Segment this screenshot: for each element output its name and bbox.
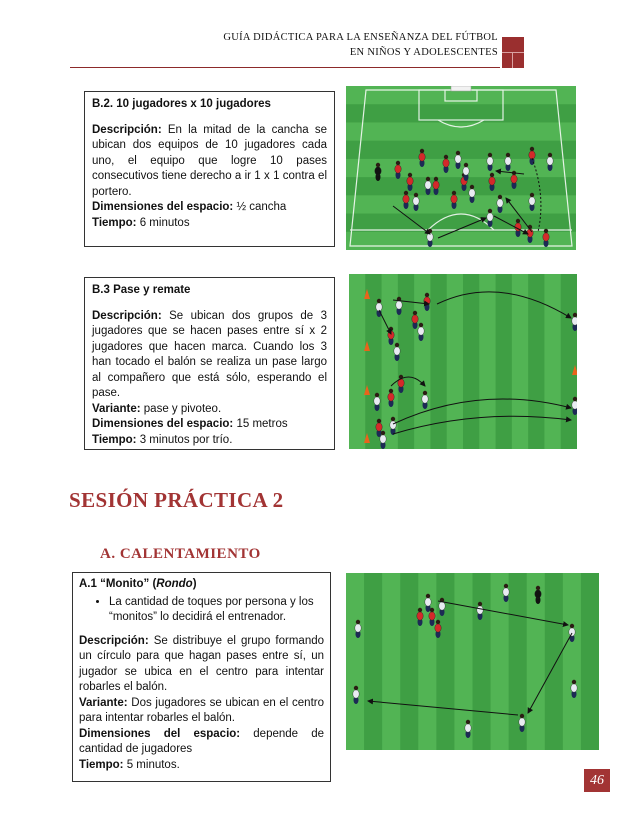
grass-stripe [581,573,599,750]
exercise-a1-description: Descripción: Se distribuye el grupo formando un círculo para que hagan pases entre sí, un jugador se ubica en el centro para intentar robarles el balón. [79,634,325,693]
header-emblem-icon [502,37,524,68]
grass-stripe [346,122,576,141]
exercise-a1-title: A.1 “Monito” (Rondo) [79,578,197,590]
grass-stripe [382,573,401,750]
exercise-a1-bullets [79,595,324,626]
session-title: SESIÓN PRÁCTICA 2 [69,488,284,512]
grass-stripe [544,274,561,449]
grass-stripe [454,573,473,750]
exercise-b2-title: B.2. 10 jugadores x 10 jugadores [92,98,271,110]
grass-stripe [364,573,383,750]
grass-stripe [436,573,455,750]
pass-and-shot-diagram [349,274,577,449]
half-pitch-svg [346,86,576,250]
page-number: 46 [584,769,610,792]
exercise-a1-variant: Variante: Dos jugadores se ubican en el centro para intentar robarles el balón. [79,696,324,724]
grass-stripe [479,274,496,449]
grass-stripe [528,274,545,449]
grass-stripe [512,274,529,449]
grass-stripe [346,573,365,750]
exercise-b2-dimensions: Dimensiones del espacio: ½ cancha [92,201,287,213]
exercise-b3-time: Tiempo: 3 minutos por trío. [92,433,233,446]
rondo-diagram [346,573,599,750]
exercise-a1-dimensions: Dimensiones del espacio: depende de cantidad de jugadores [79,727,324,755]
running-header [70,30,498,60]
grass-stripe [400,573,419,750]
pass-and-shot-svg [349,274,577,449]
grass-stripe [349,274,366,449]
exercise-b2-time: Tiempo: 6 minutos [92,216,190,229]
exercise-a1-box [72,572,331,782]
grass-stripe [346,232,576,250]
grass-stripe [463,274,480,449]
exercise-b3-box [84,277,335,450]
header-line-1: GUÍA DIDÁCTICA PARA LA ENSEÑANZA DEL FÚTBOL [223,32,498,43]
exercise-b3-dimensions: Dimensiones del espacio: 15 metros [92,418,288,430]
exercise-b3-title: B.3 Pase y remate [92,284,191,296]
grass-stripe [447,274,464,449]
grass-stripe [346,195,576,214]
header-rule [70,67,500,68]
header-line-2: EN NIÑOS Y ADOLESCENTES [349,47,498,58]
grass-stripe [473,573,492,750]
grass-stripe [545,573,564,750]
grass-stripe [496,274,513,449]
grass-stripe [563,573,582,750]
rondo-svg [346,573,599,750]
exercise-a1-time: Tiempo: 5 minutos. [79,758,180,771]
exercise-b2-description: Descripción: En la mitad de la cancha se ubican dos equipos de 10 jugadores cada uno, el equipo que logre 10 pases consecutivos tiene derecho a ir 1 x 1 contra el portero. [92,123,328,198]
grass-stripe [561,274,577,449]
exercise-b3-description: Descripción: Se ubican dos grupos de 3 jugadores que se hacen pases entre sí x 2 jugadores que hacen marca. Cuando los 3 han tocado el balón se realiza un pase largo al compañero que está sólo, esperando el pase. [92,309,327,399]
exercise-b3-variant: Variante: pase y pivoteo. [92,402,222,415]
section-title: A. CALENTAMIENTO [100,546,261,562]
exercise-a1-bullet: • La cantidad de toques por persona y los “monitos” lo decidirá el entrenador. [109,595,324,626]
exercise-b2-box [84,91,335,247]
half-pitch-diagram [346,86,576,250]
